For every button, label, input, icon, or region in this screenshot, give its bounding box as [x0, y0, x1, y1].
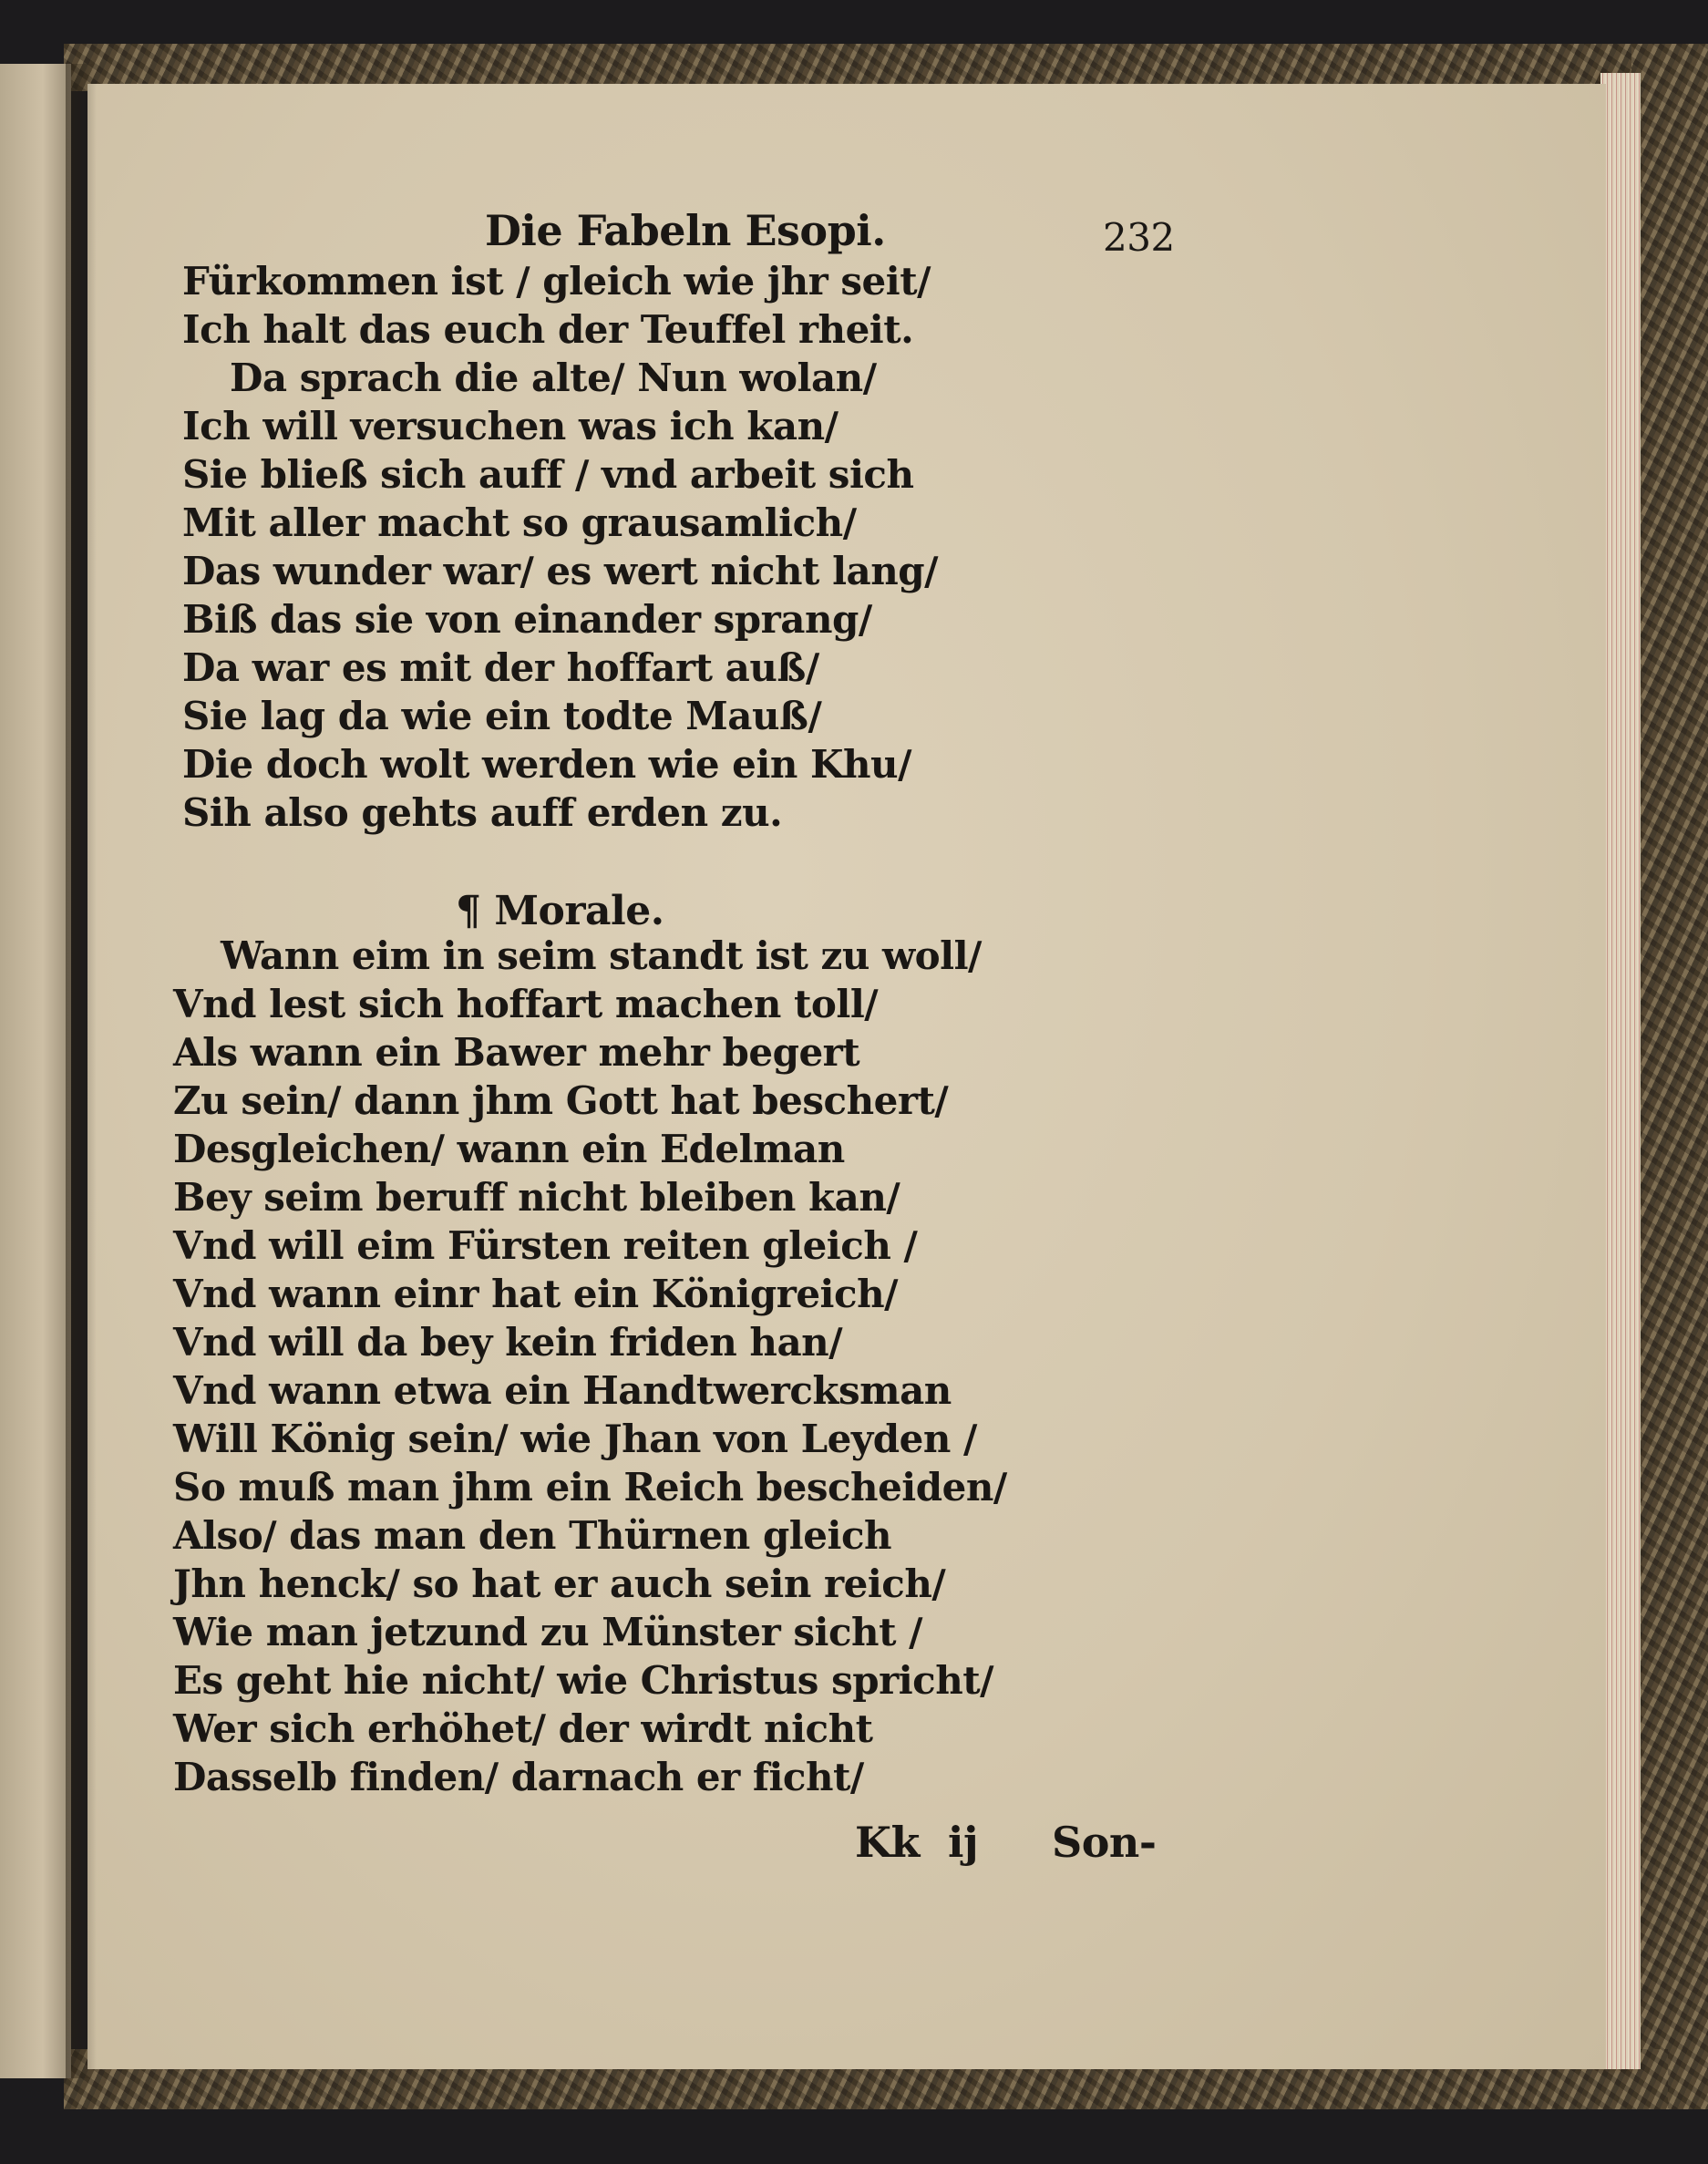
- verse-line: Das wunder war/ es wert nicht lang/: [182, 549, 938, 593]
- verse-stanza-2: [173, 932, 1007, 1801]
- morale-heading: ¶ Morale.: [456, 888, 664, 934]
- page-number: 232: [1103, 215, 1175, 260]
- verse-line: So muß man jhm ein Reich bescheiden/: [173, 1465, 1007, 1510]
- verse-line: Da war es mit der hoffart auß/: [182, 645, 819, 690]
- verse-line: Vnd wann etwa ein Handtwercksman: [173, 1368, 952, 1413]
- verse-line: Als wann ein Bawer mehr begert: [173, 1030, 860, 1075]
- verse-line: Ich halt das euch der Teuffel rheit.: [182, 307, 914, 352]
- facing-page-edge: [0, 64, 71, 2078]
- verse-line: Vnd lest sich hoffart machen toll/: [173, 982, 879, 1026]
- verse-line: Wie man jetzund zu Münster sicht /: [173, 1610, 922, 1654]
- verse-line: Will König sein/ wie Jhan von Leyden /: [173, 1417, 977, 1461]
- verse-line: Vnd will eim Fürsten reiten gleich /: [173, 1223, 918, 1268]
- verse-line: Sie bließ sich auff / vnd arbeit sich: [182, 452, 914, 497]
- verse-line: Ich will versuchen was ich kan/: [182, 404, 839, 448]
- verse-line: Vnd will da bey kein friden han/: [173, 1320, 843, 1365]
- verse-line: Wann eim in seim standt ist zu woll/: [221, 933, 982, 978]
- verse-line: Bey seim beruff nicht bleiben kan/: [173, 1175, 900, 1220]
- verse-line: Zu sein/ dann jhm Gott hat beschert/: [173, 1078, 949, 1123]
- verse-line: Mit aller macht so grausamlich/: [182, 500, 857, 545]
- verse-line: Also/ das man den Thürnen gleich: [173, 1513, 892, 1558]
- catchword: Son-: [1052, 1818, 1157, 1867]
- verse-line: Sih also gehts auff erden zu.: [182, 790, 783, 835]
- signature-mark: Kk: [855, 1818, 920, 1867]
- verse-line: Sie lag da wie ein todte Mauß/: [182, 694, 822, 738]
- verse-line: Es geht hie nicht/ wie Christus spricht/: [173, 1658, 994, 1703]
- gutter-shadow: [66, 64, 97, 2078]
- verse-stanza-1: [182, 257, 938, 837]
- verse-line: Desgleichen/ wann ein Edelman: [173, 1127, 845, 1171]
- verse-line: Dasselb finden/ darnach er ficht/: [173, 1755, 864, 1799]
- verse-line: Biß das sie von einander sprang/: [182, 597, 872, 642]
- verse-line: Jhn henck/ so hat er auch sein reich/: [173, 1561, 946, 1606]
- running-head: Die Fabeln Esopi.: [485, 206, 886, 255]
- verse-line: Wer sich erhöhet/ der wirdt nicht: [173, 1706, 873, 1751]
- verse-line: Da sprach die alte/ Nun wolan/: [230, 356, 877, 400]
- verse-line: Die doch wolt werden wie ein Khu/: [182, 742, 911, 787]
- signature-number: ij: [948, 1818, 979, 1867]
- page-fore-edge: [1600, 73, 1641, 2069]
- verse-line: Fürkommen ist / gleich wie jhr seit/: [182, 259, 931, 304]
- verse-line: Vnd wann einr hat ein Königreich/: [173, 1272, 898, 1316]
- binding-right: [1631, 44, 1708, 2109]
